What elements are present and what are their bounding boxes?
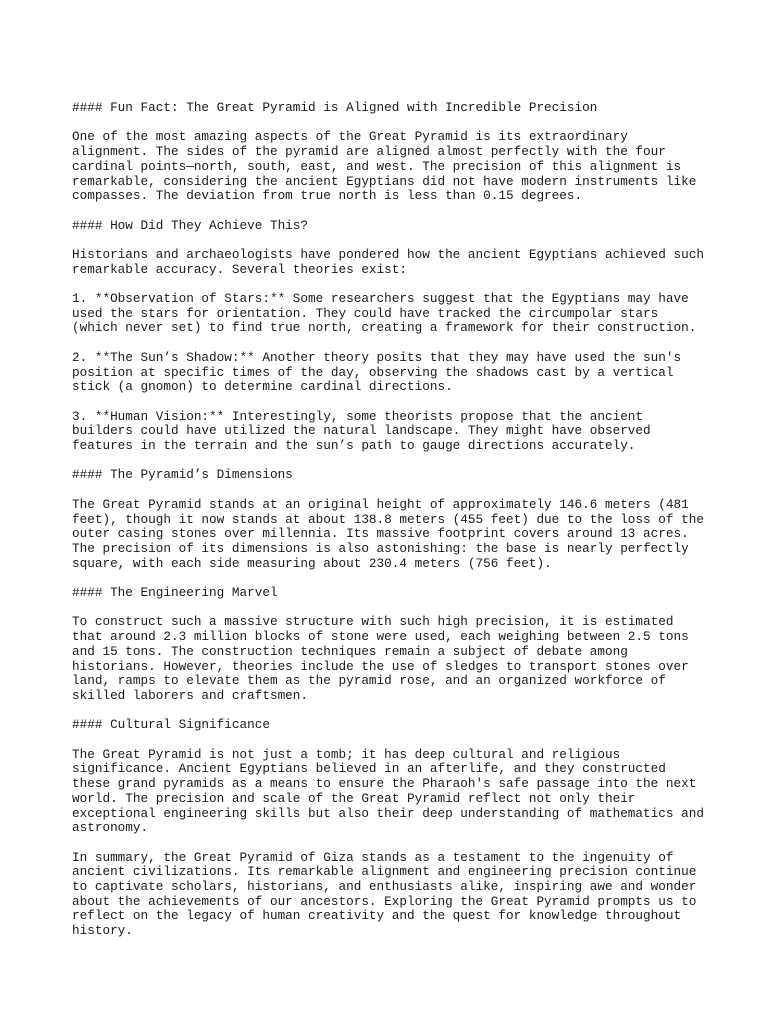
- paragraph-theories-intro: Historians and archaeologists have pondered how the ancient Egyptians achieved such remarkable accuracy. Several theories exist:: [72, 246, 704, 277]
- paragraph-engineering: To construct such a massive structure with such high precision, it is estimated that around 2.3 million blocks of stone were used, each weighing between 2.5 tons and 15 tons. The construction techniques remain a subject of debate among historians. However, theories include the use of sledges to transport stones over land, ramps to elevate them as the pyramid rose, and an organized workforce of skilled laborers and craftsmen.: [72, 614, 689, 703]
- heading-engineering: #### The Engineering Marvel: [72, 585, 278, 601]
- heading-how-achieved: #### How Did They Achieve This?: [72, 217, 309, 233]
- paragraph-summary: In summary, the Great Pyramid of Giza stands as a testament to the ingenuity of ancient civilizations. Its remarkable alignment and engineering precision continue to captivate scholars, historians, and enthusiasts alike, inspiring awe and wonder about the achievements of our ancestors. Exploring the Great Pyramid prompts us to reflect on the legacy of human creativity and the quest for knowledge throughout history.: [72, 849, 697, 939]
- paragraph-alignment: One of the most amazing aspects of the Great Pyramid is its extraordinary alignment. The sides of the pyramid are aligned almost perfectly with the four cardinal points—north, south, east, and west. The precision of this alignment is remarkable, considering the ancient Egyptians did not have modern instruments like compasses. The deviation from true north is less than 0.15 degrees.: [72, 129, 697, 204]
- heading-fun-fact: #### Fun Fact: The Great Pyramid is Aligned with Incredible Precision: [72, 100, 598, 115]
- paragraph-dimensions: The Great Pyramid stands at an original height of approximately 146.6 meters (481 feet), though it now stands at about 138.8 meters (455 feet) due to the loss of the outer casing stones over millennia. Its massive footprint covers around 13 acres. The precision of its dimensions is also astonishing: the base is nearly perfectly square, with each side measuring about 230.4 meters (756 feet).: [72, 496, 704, 571]
- document-page: [72, 101, 712, 954]
- list-item-human-vision: 3. **Human Vision:** Interestingly, some theorists propose that the ancient builders could have utilized the natural landscape. They might have observed features in the terrain and the sun’s path to gauge directions accurately.: [72, 408, 651, 454]
- list-item-sun-shadow: 2. **The Sun’s Shadow:** Another theory posits that they may have used the sun's position at specific times of the day, observing the shadows cast by a vertical stick (a gnomon) to determine cardinal directions.: [72, 349, 682, 395]
- paragraph-cultural: The Great Pyramid is not just a tomb; it has deep cultural and religious significance. Ancient Egyptians believed in an afterlife, and they constructed these grand pyramids as a means to ensure the Pharaoh's safe passage into the next world. The precision and scale of the Great Pyramid reflect not only their exceptional engineering skills but also their deep understanding of mathematics and astronomy.: [72, 746, 704, 836]
- heading-dimensions: #### The Pyramid’s Dimensions: [72, 467, 293, 483]
- list-item-stars: 1. **Observation of Stars:** Some researchers suggest that the Egyptians may have used the stars for orientation. They could have tracked the circumpolar stars (which never set) to find true north, creating a framework for their construction.: [72, 291, 697, 336]
- heading-cultural: #### Cultural Significance: [72, 717, 270, 733]
